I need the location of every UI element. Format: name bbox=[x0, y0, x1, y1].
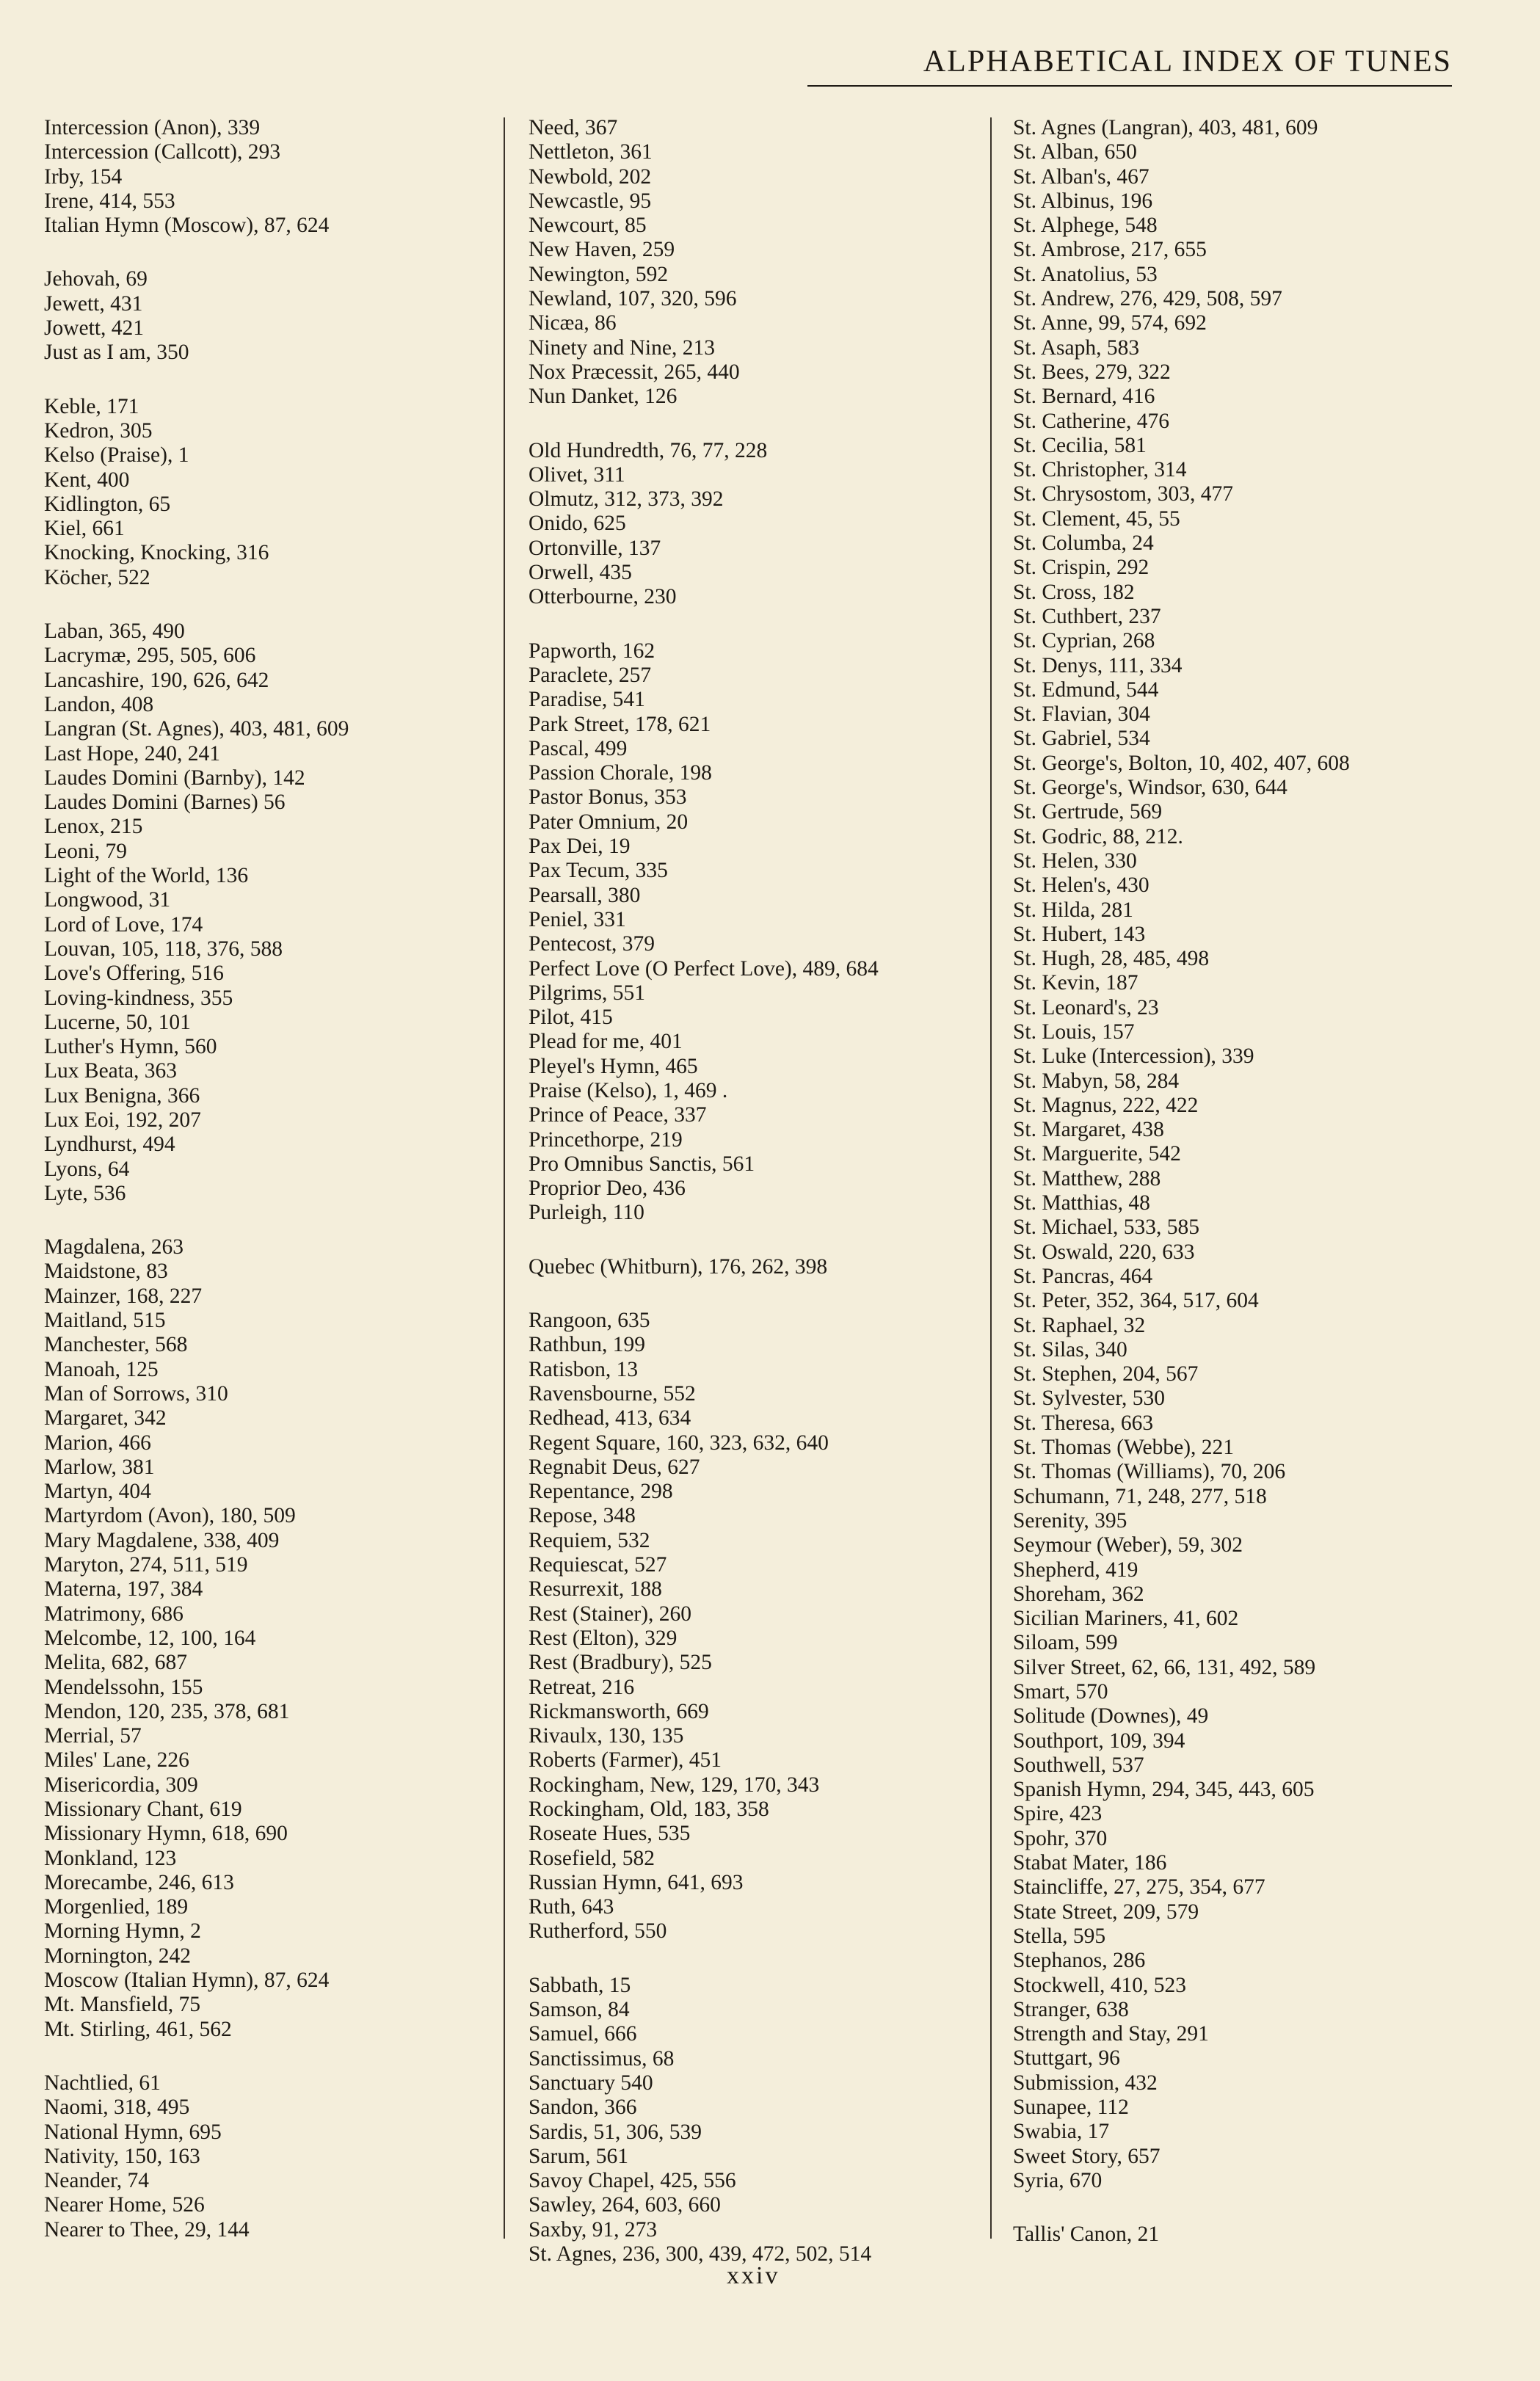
index-entry: Marlow, 381 bbox=[44, 1455, 155, 1479]
group-gap bbox=[1013, 2193, 1483, 2222]
index-entry: Leoni, 79 bbox=[44, 839, 128, 863]
index-column-1 bbox=[44, 116, 484, 2242]
index-entry: Rockingham, Old, 183, 358 bbox=[529, 1797, 769, 1821]
index-entry: Lyte, 536 bbox=[44, 1181, 126, 1205]
index-entry: St. Edmund, 544 bbox=[1013, 677, 1159, 702]
index-entry: Lenox, 215 bbox=[44, 815, 143, 839]
index-entry: Materna, 197, 384 bbox=[44, 1577, 203, 1602]
index-entry: Roberts (Farmer), 451 bbox=[529, 1748, 722, 1773]
index-entry: Knocking, Knocking, 316 bbox=[44, 541, 269, 565]
letter-group bbox=[44, 2071, 484, 2242]
index-entry: Nox Præcessit, 265, 440 bbox=[529, 360, 740, 384]
index-entry: St. Asaph, 583 bbox=[1013, 335, 1140, 360]
index-entry: St. Thomas (Williams), 70, 206 bbox=[1013, 1460, 1286, 1484]
index-entry: Pilot, 415 bbox=[529, 1006, 613, 1030]
index-entry: Passion Chorale, 198 bbox=[529, 761, 712, 785]
header-rule bbox=[807, 85, 1452, 87]
index-entry: Submission, 432 bbox=[1013, 2071, 1158, 2095]
index-entry: Pastor Bonus, 353 bbox=[529, 785, 687, 810]
index-entry: Newbold, 202 bbox=[529, 164, 652, 189]
index-entry: Onido, 625 bbox=[529, 512, 626, 536]
index-entry: St. Alban's, 467 bbox=[1013, 164, 1149, 189]
index-entry: St. Helen, 330 bbox=[1013, 848, 1137, 873]
letter-group bbox=[44, 619, 484, 1206]
index-entry: Need, 367 bbox=[529, 116, 618, 139]
index-entry: Proprior Deo, 436 bbox=[529, 1177, 686, 1201]
letter-group bbox=[529, 1309, 991, 1944]
index-entry: St. Marguerite, 542 bbox=[1013, 1142, 1181, 1166]
index-entry: Martyn, 404 bbox=[44, 1480, 151, 1504]
index-entry: Laudes Domini (Barnes) 56 bbox=[44, 790, 286, 815]
index-entry: Stuttgart, 96 bbox=[1013, 2046, 1120, 2071]
index-entry: St. Alban, 650 bbox=[1013, 140, 1137, 164]
index-entry: St. Hugh, 28, 485, 498 bbox=[1013, 947, 1210, 971]
index-entry: Olmutz, 312, 373, 392 bbox=[529, 487, 724, 512]
index-entry: Southwell, 537 bbox=[1013, 1753, 1144, 1777]
index-entry: Kelso (Praise), 1 bbox=[44, 443, 189, 468]
index-entry: St. Chrysostom, 303, 477 bbox=[1013, 482, 1233, 506]
index-entry: Sunapee, 112 bbox=[1013, 2095, 1129, 2120]
index-entry: Smart, 570 bbox=[1013, 1680, 1108, 1704]
index-entry: Papworth, 162 bbox=[529, 639, 655, 663]
index-entry: St. Helen's, 430 bbox=[1013, 873, 1149, 898]
index-entry: Syria, 670 bbox=[1013, 2168, 1103, 2192]
index-entry: Siloam, 599 bbox=[1013, 1631, 1118, 1655]
index-entry: Keble, 171 bbox=[44, 394, 139, 418]
index-entry: Laudes Domini (Barnby), 142 bbox=[44, 766, 305, 790]
index-entry: St. Agnes (Langran), 403, 481, 609 bbox=[1013, 116, 1318, 139]
index-entry: St. Crispin, 292 bbox=[1013, 556, 1149, 580]
index-entry: St. Gertrude, 569 bbox=[1013, 800, 1163, 824]
index-entry: Just as I am, 350 bbox=[44, 341, 189, 365]
index-entry: Samuel, 666 bbox=[529, 2022, 637, 2046]
index-entry: Newington, 592 bbox=[529, 262, 669, 286]
index-entry: St. Anatolius, 53 bbox=[1013, 262, 1158, 286]
index-entry: St. Raphael, 32 bbox=[1013, 1313, 1146, 1337]
index-column-2 bbox=[529, 116, 991, 2267]
index-entry: Lucerne, 50, 101 bbox=[44, 1010, 191, 1034]
index-entry: Longwood, 31 bbox=[44, 888, 171, 912]
index-entry: Stella, 595 bbox=[1013, 1924, 1106, 1948]
index-entry: Maryton, 274, 511, 519 bbox=[44, 1553, 248, 1577]
index-entry: Stockwell, 410, 523 bbox=[1013, 1973, 1186, 1997]
index-entry: St. Thomas (Webbe), 221 bbox=[1013, 1436, 1235, 1460]
index-entry: Princethorpe, 219 bbox=[529, 1127, 683, 1152]
index-entry: Ortonville, 137 bbox=[529, 536, 661, 560]
index-entry: St. Matthew, 288 bbox=[1013, 1166, 1161, 1190]
group-gap bbox=[529, 410, 991, 439]
index-entry: Resurrexit, 188 bbox=[529, 1577, 662, 1602]
index-entry: Lacrymæ, 295, 505, 606 bbox=[44, 644, 256, 668]
index-entry: Manchester, 568 bbox=[44, 1333, 188, 1357]
index-entry: Matrimony, 686 bbox=[44, 1602, 184, 1626]
index-entry: Rest (Stainer), 260 bbox=[529, 1602, 692, 1626]
index-entry: Spohr, 370 bbox=[1013, 1826, 1108, 1850]
letter-group bbox=[44, 395, 484, 590]
group-gap bbox=[44, 366, 484, 395]
index-entry: St. Michael, 533, 585 bbox=[1013, 1215, 1200, 1240]
index-entry: Requiescat, 527 bbox=[529, 1553, 667, 1577]
index-entry: Sicilian Mariners, 41, 602 bbox=[1013, 1607, 1239, 1631]
index-entry: Lux Eoi, 192, 207 bbox=[44, 1108, 201, 1132]
index-entry: Marion, 466 bbox=[44, 1431, 151, 1455]
index-entry: Pascal, 499 bbox=[529, 736, 628, 760]
index-entry: St. Mabyn, 58, 284 bbox=[1013, 1069, 1180, 1093]
index-entry: Southport, 109, 394 bbox=[1013, 1729, 1185, 1753]
index-entry: Samson, 84 bbox=[529, 1998, 630, 2022]
index-entry: Paraclete, 257 bbox=[529, 663, 652, 687]
index-entry: St. George's, Bolton, 10, 402, 407, 608 bbox=[1013, 751, 1350, 775]
group-gap bbox=[529, 1944, 991, 1974]
index-entry: Silver Street, 62, 66, 131, 492, 589 bbox=[1013, 1655, 1316, 1679]
index-entry: Pax Tecum, 335 bbox=[529, 859, 668, 883]
index-entry: Louvan, 105, 118, 376, 588 bbox=[44, 937, 283, 961]
index-entry: Irene, 414, 553 bbox=[44, 189, 175, 213]
index-entry: Regent Square, 160, 323, 632, 640 bbox=[529, 1431, 829, 1455]
index-entry: Shoreham, 362 bbox=[1013, 1582, 1144, 1606]
index-entry: Langran (St. Agnes), 403, 481, 609 bbox=[44, 717, 349, 741]
index-entry: Ravensbourne, 552 bbox=[529, 1381, 696, 1406]
index-entry: Missionary Chant, 619 bbox=[44, 1797, 242, 1821]
index-entry: Sweet Story, 657 bbox=[1013, 2144, 1161, 2168]
index-entry: Rutherford, 550 bbox=[529, 1919, 667, 1944]
index-entry: Maidstone, 83 bbox=[44, 1259, 168, 1284]
index-entry: Sanctissimus, 68 bbox=[529, 2046, 675, 2071]
index-entry: Ratisbon, 13 bbox=[529, 1357, 639, 1381]
index-entry: Pro Omnibus Sanctis, 561 bbox=[529, 1152, 755, 1176]
index-entry: Sarum, 561 bbox=[529, 2144, 629, 2168]
index-entry: Pleyel's Hymn, 465 bbox=[529, 1054, 698, 1078]
index-entry: Repose, 348 bbox=[529, 1504, 636, 1528]
index-entry: St. Margaret, 438 bbox=[1013, 1118, 1164, 1142]
index-entry: Savoy Chapel, 425, 556 bbox=[529, 2169, 736, 2193]
index-entry: Mendelssohn, 155 bbox=[44, 1675, 203, 1699]
index-entry: Sawley, 264, 603, 660 bbox=[529, 2193, 721, 2217]
index-entry: St. Clement, 45, 55 bbox=[1013, 506, 1180, 531]
index-entry: Nachtlied, 61 bbox=[44, 2071, 161, 2095]
index-entry: Kidlington, 65 bbox=[44, 492, 171, 516]
index-entry: Pilgrims, 551 bbox=[529, 981, 645, 1005]
index-entry: Russian Hymn, 641, 693 bbox=[529, 1870, 744, 1894]
index-entry: Requiem, 532 bbox=[529, 1528, 650, 1552]
letter-group bbox=[529, 639, 991, 1226]
index-entry: Magdalena, 263 bbox=[44, 1235, 184, 1259]
group-gap bbox=[44, 238, 484, 267]
index-entry: Stranger, 638 bbox=[1013, 1997, 1129, 2021]
index-entry: St. Anne, 99, 574, 692 bbox=[1013, 311, 1207, 335]
index-entry: Ninety and Nine, 213 bbox=[529, 335, 715, 360]
index-entry: National Hymn, 695 bbox=[44, 2120, 222, 2144]
index-entry: Orwell, 435 bbox=[529, 561, 632, 585]
group-gap bbox=[529, 610, 991, 639]
index-entry: Schumann, 71, 248, 277, 518 bbox=[1013, 1484, 1267, 1508]
letter-group bbox=[1013, 2222, 1483, 2247]
index-entry: Shepherd, 419 bbox=[1013, 1557, 1138, 1582]
index-entry: Morning Hymn, 2 bbox=[44, 1919, 201, 1944]
index-entry: St. Sylvester, 530 bbox=[1013, 1386, 1165, 1411]
index-entry: Rest (Elton), 329 bbox=[529, 1626, 678, 1650]
index-entry: Kent, 400 bbox=[44, 468, 130, 492]
group-gap bbox=[44, 1206, 484, 1235]
index-entry: State Street, 209, 579 bbox=[1013, 1900, 1199, 1924]
index-entry: Swabia, 17 bbox=[1013, 2120, 1110, 2144]
index-entry: St. Ambrose, 217, 655 bbox=[1013, 238, 1207, 262]
index-entry: Peniel, 331 bbox=[529, 907, 626, 931]
index-entry: Kiel, 661 bbox=[44, 517, 125, 541]
index-entry: Margaret, 342 bbox=[44, 1406, 167, 1431]
index-entry: Last Hope, 240, 241 bbox=[44, 741, 221, 766]
index-entry: Paradise, 541 bbox=[529, 688, 645, 712]
index-entry: St. Leonard's, 23 bbox=[1013, 995, 1159, 1019]
index-entry: Love's Offering, 516 bbox=[44, 962, 224, 986]
index-entry: Otterbourne, 230 bbox=[529, 585, 677, 609]
index-entry: Kedron, 305 bbox=[44, 418, 153, 443]
index-entry: Strength and Stay, 291 bbox=[1013, 2022, 1209, 2046]
index-entry: Lux Beata, 363 bbox=[44, 1059, 178, 1083]
letter-group bbox=[529, 116, 991, 410]
page-header: ALPHABETICAL INDEX OF TUNES bbox=[923, 45, 1452, 79]
index-entry: Intercession (Callcott), 293 bbox=[44, 140, 280, 164]
group-gap bbox=[529, 1279, 991, 1309]
index-entry: Saxby, 91, 273 bbox=[529, 2217, 658, 2242]
index-entry: Luther's Hymn, 560 bbox=[44, 1035, 217, 1059]
index-entry: Quebec (Whitburn), 176, 262, 398 bbox=[529, 1254, 828, 1279]
index-entry: St. Catherine, 476 bbox=[1013, 409, 1170, 433]
index-entry: Melita, 682, 687 bbox=[44, 1651, 188, 1675]
index-entry: Nettleton, 361 bbox=[529, 140, 653, 164]
index-entry: Purleigh, 110 bbox=[529, 1201, 644, 1225]
index-entry: St. Bees, 279, 322 bbox=[1013, 360, 1171, 384]
index-entry: Lyons, 64 bbox=[44, 1157, 130, 1181]
index-entry: Nearer Home, 526 bbox=[44, 2193, 205, 2217]
index-entry: Italian Hymn (Moscow), 87, 624 bbox=[44, 214, 330, 238]
index-entry: St. Oswald, 220, 633 bbox=[1013, 1240, 1195, 1264]
index-entry: Solitude (Downes), 49 bbox=[1013, 1704, 1209, 1729]
index-entry: St. Hubert, 143 bbox=[1013, 922, 1146, 946]
index-entry: Spire, 423 bbox=[1013, 1802, 1103, 1826]
index-entry: St. Gabriel, 534 bbox=[1013, 727, 1150, 751]
index-entry: Nicæa, 86 bbox=[529, 311, 617, 335]
index-entry: Praise (Kelso), 1, 469 . bbox=[529, 1078, 728, 1102]
index-entry: St. Cyprian, 268 bbox=[1013, 629, 1155, 653]
index-entry: Jowett, 421 bbox=[44, 316, 145, 341]
index-entry: St. Bernard, 416 bbox=[1013, 385, 1155, 409]
index-entry: Morecambe, 246, 613 bbox=[44, 1870, 234, 1894]
index-entry: St. Godric, 88, 212. bbox=[1013, 824, 1183, 848]
index-entry: Melcombe, 12, 100, 164 bbox=[44, 1626, 256, 1650]
index-entry: St. Albinus, 196 bbox=[1013, 189, 1153, 213]
index-entry: Rivaulx, 130, 135 bbox=[529, 1724, 684, 1748]
index-entry: Spanish Hymn, 294, 345, 443, 605 bbox=[1013, 1778, 1315, 1802]
index-entry: St. Cecilia, 581 bbox=[1013, 433, 1147, 457]
index-entry: Sardis, 51, 306, 539 bbox=[529, 2120, 702, 2144]
page-number: xxiv bbox=[727, 2262, 780, 2289]
index-entry: Sandon, 366 bbox=[529, 2095, 637, 2120]
letter-group bbox=[44, 267, 484, 365]
index-entry: St. Stephen, 204, 567 bbox=[1013, 1362, 1199, 1386]
index-entry: Jewett, 431 bbox=[44, 291, 143, 316]
index-entry: St. Cross, 182 bbox=[1013, 580, 1135, 604]
letter-group bbox=[44, 116, 484, 238]
index-entry: St. Flavian, 304 bbox=[1013, 702, 1150, 727]
index-entry: Köcher, 522 bbox=[44, 565, 150, 589]
index-entry: Rangoon, 635 bbox=[529, 1309, 650, 1333]
index-entry: Rockingham, New, 129, 170, 343 bbox=[529, 1773, 820, 1797]
letter-group bbox=[1013, 116, 1483, 2193]
index-entry: Rickmansworth, 669 bbox=[529, 1699, 709, 1723]
index-entry: Missionary Hymn, 618, 690 bbox=[44, 1822, 288, 1846]
index-entry: St. Kevin, 187 bbox=[1013, 971, 1138, 995]
index-entry: Pentecost, 379 bbox=[529, 932, 655, 956]
index-entry: Mendon, 120, 235, 378, 681 bbox=[44, 1699, 290, 1723]
index-entry: Morgenlied, 189 bbox=[44, 1895, 189, 1919]
index-entry: Landon, 408 bbox=[44, 692, 154, 716]
index-entry: Newland, 107, 320, 596 bbox=[529, 287, 737, 311]
index-entry: Merrial, 57 bbox=[44, 1724, 142, 1748]
index-entry: Sanctuary 540 bbox=[529, 2071, 653, 2095]
index-entry: St. Pancras, 464 bbox=[1013, 1264, 1153, 1288]
index-entry: Irby, 154 bbox=[44, 164, 123, 189]
group-gap bbox=[44, 590, 484, 619]
index-entry: Miles' Lane, 226 bbox=[44, 1748, 189, 1773]
index-entry: Manoah, 125 bbox=[44, 1357, 159, 1381]
index-entry: St. Columba, 24 bbox=[1013, 531, 1154, 556]
index-entry: St. Christopher, 314 bbox=[1013, 458, 1187, 482]
index-entry: Naomi, 318, 495 bbox=[44, 2095, 190, 2120]
index-entry: Staincliffe, 27, 275, 354, 677 bbox=[1013, 1875, 1265, 1900]
index-entry: Maitland, 515 bbox=[44, 1309, 166, 1333]
letter-group bbox=[529, 439, 991, 610]
index-entry: St. Peter, 352, 364, 517, 604 bbox=[1013, 1289, 1259, 1313]
index-entry: Martyrdom (Avon), 180, 509 bbox=[44, 1504, 296, 1528]
index-entry: St. Theresa, 663 bbox=[1013, 1411, 1154, 1435]
index-entry: Lancashire, 190, 626, 642 bbox=[44, 668, 269, 692]
index-entry: Pater Omnium, 20 bbox=[529, 810, 689, 834]
index-entry: Regnabit Deus, 627 bbox=[529, 1455, 700, 1479]
index-entry: Nun Danket, 126 bbox=[529, 385, 678, 409]
index-entry: Perfect Love (O Perfect Love), 489, 684 bbox=[529, 956, 879, 981]
index-entry: Seymour (Weber), 59, 302 bbox=[1013, 1533, 1243, 1557]
index-entry: Mainzer, 168, 227 bbox=[44, 1284, 203, 1308]
index-entry: Mornington, 242 bbox=[44, 1944, 191, 1968]
index-entry: Light of the World, 136 bbox=[44, 864, 249, 888]
index-entry: Rest (Bradbury), 525 bbox=[529, 1651, 712, 1675]
index-entry: Intercession (Anon), 339 bbox=[44, 116, 261, 139]
index-entry: Sabbath, 15 bbox=[529, 1973, 631, 1997]
index-entry: St. Hilda, 281 bbox=[1013, 898, 1133, 922]
index-entry: St. Silas, 340 bbox=[1013, 1337, 1127, 1362]
index-entry: St. Louis, 157 bbox=[1013, 1019, 1135, 1044]
index-entry: Jehovah, 69 bbox=[44, 267, 148, 291]
index-entry: Tallis' Canon, 21 bbox=[1013, 2222, 1160, 2247]
index-entry: St. Agnes, 236, 300, 439, 472, 502, 514 bbox=[529, 2242, 872, 2267]
index-entry: St. Denys, 111, 334 bbox=[1013, 653, 1183, 677]
index-entry: Nativity, 150, 163 bbox=[44, 2144, 200, 2168]
index-entry: Loving-kindness, 355 bbox=[44, 986, 233, 1010]
index-entry: Roseate Hues, 535 bbox=[529, 1822, 691, 1846]
index-entry: Man of Sorrows, 310 bbox=[44, 1381, 228, 1406]
index-entry: Olivet, 311 bbox=[529, 462, 625, 487]
index-entry: Lord of Love, 174 bbox=[44, 912, 203, 937]
index-entry: Mt. Mansfield, 75 bbox=[44, 1993, 201, 2017]
index-entry: St. Cuthbert, 237 bbox=[1013, 604, 1161, 628]
index-entry: Prince of Peace, 337 bbox=[529, 1103, 707, 1127]
index-entry: Monkland, 123 bbox=[44, 1846, 177, 1870]
index-entry: Ruth, 643 bbox=[529, 1895, 614, 1919]
index-column-3 bbox=[1013, 116, 1483, 2247]
index-entry: Newcastle, 95 bbox=[529, 189, 652, 213]
index-entry: Lux Benigna, 366 bbox=[44, 1083, 200, 1108]
index-entry: St. Magnus, 222, 422 bbox=[1013, 1093, 1199, 1117]
index-entry: Retreat, 216 bbox=[529, 1675, 635, 1699]
index-entry: Nearer to Thee, 29, 144 bbox=[44, 2217, 250, 2242]
index-entry: Newcourt, 85 bbox=[529, 214, 647, 238]
index-entry: Misericordia, 309 bbox=[44, 1773, 198, 1797]
index-entry: St. Andrew, 276, 429, 508, 597 bbox=[1013, 287, 1282, 311]
column-divider bbox=[504, 117, 505, 2239]
index-entry: Lyndhurst, 494 bbox=[44, 1133, 175, 1157]
index-entry: Laban, 365, 490 bbox=[44, 619, 185, 644]
letter-group bbox=[529, 1255, 991, 1279]
group-gap bbox=[529, 1226, 991, 1255]
index-entry: Moscow (Italian Hymn), 87, 624 bbox=[44, 1969, 330, 1993]
index-entry: Pearsall, 380 bbox=[529, 883, 641, 907]
index-entry: St. Alphege, 548 bbox=[1013, 214, 1158, 238]
index-entry: Mt. Stirling, 461, 562 bbox=[44, 2017, 232, 2041]
letter-group bbox=[529, 1974, 991, 2267]
index-entry: Stabat Mater, 186 bbox=[1013, 1851, 1167, 1875]
index-entry: Stephanos, 286 bbox=[1013, 1949, 1146, 1973]
index-entry: Serenity, 395 bbox=[1013, 1508, 1127, 1533]
index-entry: Rosefield, 582 bbox=[529, 1846, 655, 1870]
index-entry: Park Street, 178, 621 bbox=[529, 712, 711, 736]
index-entry: Redhead, 413, 634 bbox=[529, 1406, 691, 1431]
index-entry: Old Hundredth, 76, 77, 228 bbox=[529, 438, 768, 462]
letter-group bbox=[44, 1235, 484, 2042]
index-entry: St. Luke (Intercession), 339 bbox=[1013, 1044, 1254, 1069]
index-entry: St. George's, Windsor, 630, 644 bbox=[1013, 776, 1287, 800]
index-entry: Pax Dei, 19 bbox=[529, 835, 631, 859]
index-entry: Repentance, 298 bbox=[529, 1480, 673, 1504]
index-entry: Mary Magdalene, 338, 409 bbox=[44, 1528, 280, 1552]
index-entry: Plead for me, 401 bbox=[529, 1030, 683, 1054]
index-entry: St. Matthias, 48 bbox=[1013, 1191, 1150, 1215]
index-entry: Rathbun, 199 bbox=[529, 1333, 645, 1357]
group-gap bbox=[44, 2042, 484, 2071]
index-entry: Neander, 74 bbox=[44, 2169, 149, 2193]
index-entry: New Haven, 259 bbox=[529, 238, 675, 262]
